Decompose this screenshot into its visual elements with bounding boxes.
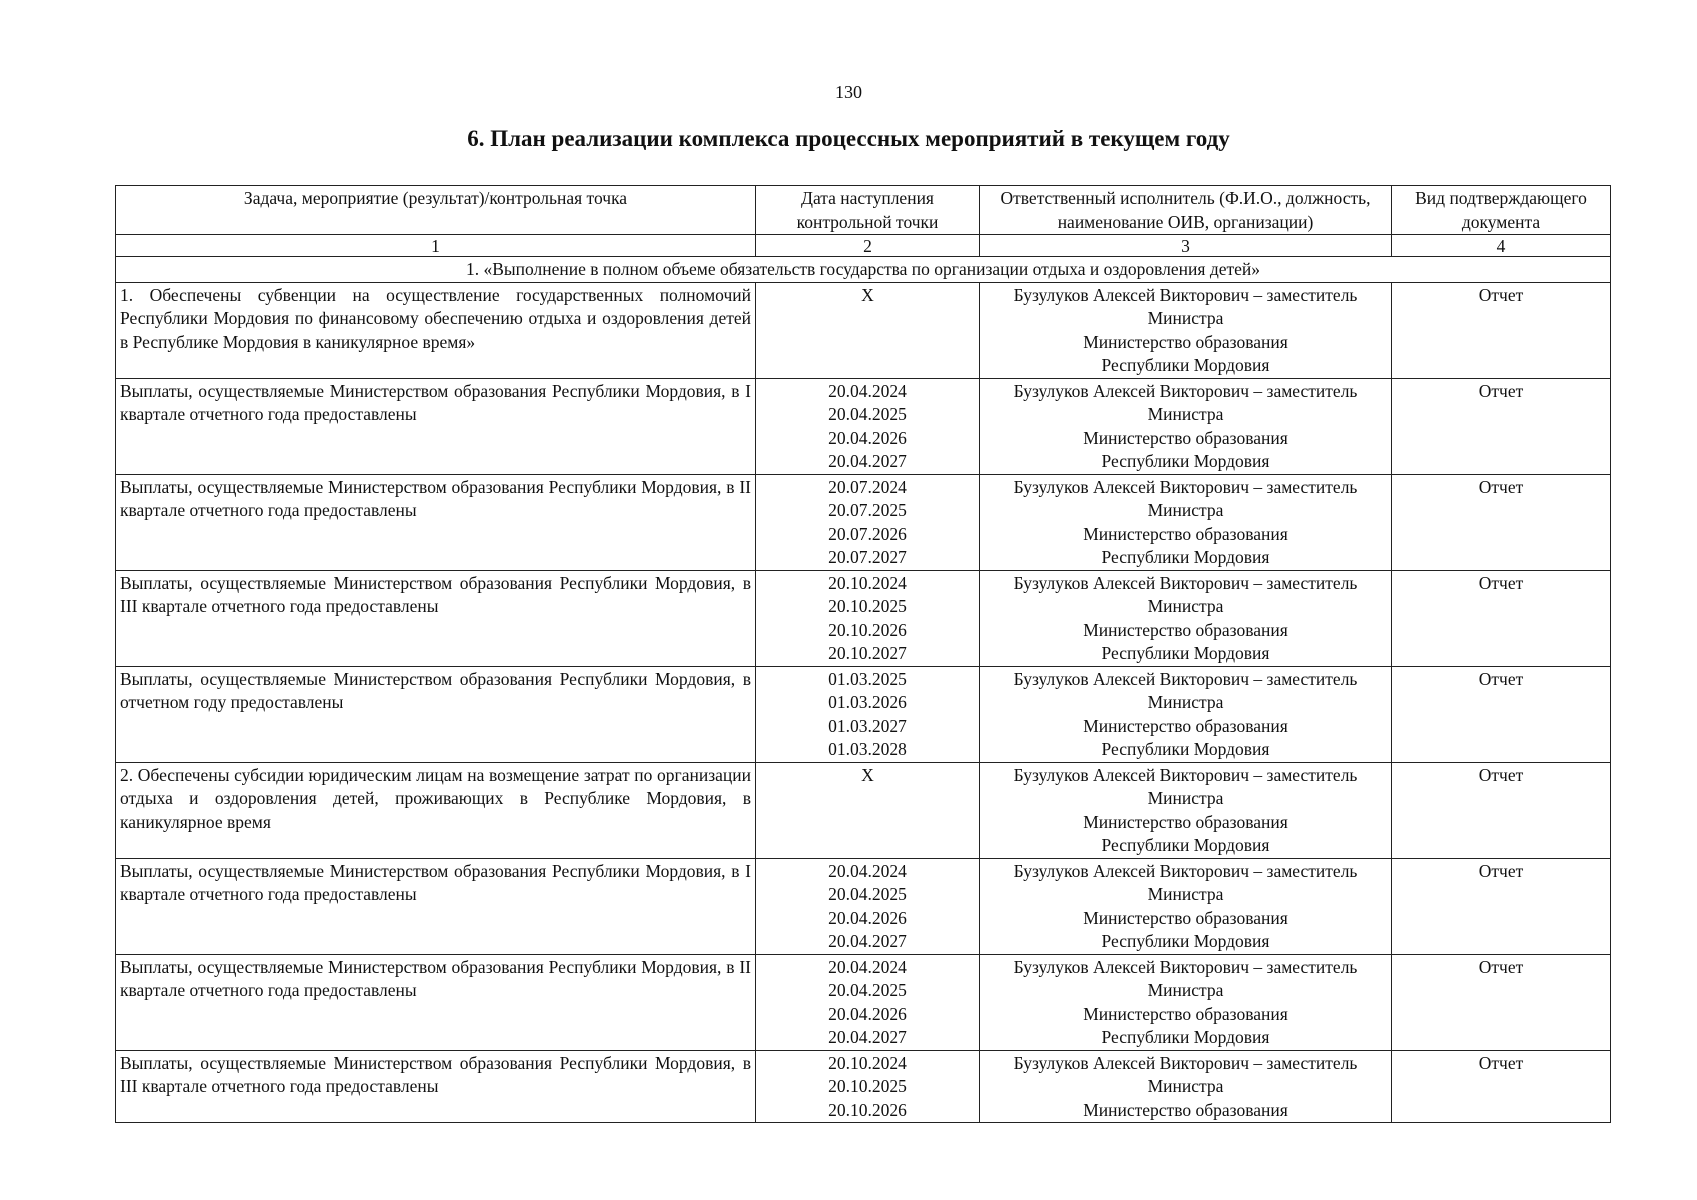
control-date: 20.04.2024 — [828, 380, 907, 401]
executor-cell — [980, 954, 1392, 1050]
column-number: 1 — [116, 235, 756, 257]
executor-line: Бузулуков Алексей Викторович – заместитель — [1013, 476, 1358, 497]
executor-line: Министра — [1147, 308, 1224, 328]
section-title: 1. «Выполнение в полном объеме обязательств государства по организации отдыха и оздоровления детей» — [116, 257, 1611, 283]
table-header-row — [116, 186, 1611, 235]
control-date: 01.03.2027 — [828, 715, 907, 736]
executor-line: Бузулуков Алексей Викторович – заместитель — [1013, 860, 1358, 881]
executor-line: Республики Мордовия — [1101, 931, 1270, 951]
executor-line: Бузулуков Алексей Викторович – заместитель — [1013, 572, 1358, 593]
table-row — [116, 858, 1611, 954]
control-date: 01.03.2026 — [828, 692, 907, 712]
document-cell: Отчет — [1392, 474, 1611, 570]
date-cell — [756, 858, 980, 954]
control-date: 20.07.2026 — [828, 523, 907, 544]
table-row — [116, 666, 1611, 762]
date-cell — [756, 378, 980, 474]
executor-line: Министра — [1147, 692, 1224, 712]
control-date: 20.07.2025 — [828, 500, 907, 520]
task-cell: Выплаты, осуществляемые Министерством образования Республики Мордовия, в I квартале отчетного года предоставлены — [116, 858, 756, 954]
column-number: 2 — [756, 235, 980, 257]
task-cell: Выплаты, осуществляемые Министерством образования Республики Мордовия, в II квартале отчетного года предоставлены — [116, 954, 756, 1050]
control-date: 20.04.2024 — [828, 956, 907, 977]
executor-line: Министерство образования — [1083, 907, 1288, 928]
executor-line: Министерство образования — [1083, 1003, 1288, 1024]
document-cell: Отчет — [1392, 762, 1611, 858]
control-date: 20.10.2025 — [828, 1076, 907, 1096]
control-date: 01.03.2025 — [828, 668, 907, 689]
column-number: 4 — [1392, 235, 1611, 257]
executor-line: Министра — [1147, 500, 1224, 520]
table-row — [116, 1050, 1611, 1123]
header-task: Задача, мероприятие (результат)/контрольная точка — [116, 186, 756, 235]
control-date: 20.04.2026 — [828, 907, 907, 928]
executor-cell — [980, 762, 1392, 858]
document-cell: Отчет — [1392, 378, 1611, 474]
executor-line: Республики Мордовия — [1101, 451, 1270, 471]
control-date: 20.04.2027 — [828, 451, 907, 471]
executor-line: Бузулуков Алексей Викторович – заместитель — [1013, 956, 1358, 977]
executor-line: Бузулуков Алексей Викторович – заместитель — [1013, 1052, 1358, 1073]
date-cell — [756, 666, 980, 762]
table-row — [116, 954, 1611, 1050]
document-cell: Отчет — [1392, 570, 1611, 666]
control-date: 20.04.2027 — [828, 931, 907, 951]
executor-line: Республики Мордовия — [1101, 355, 1270, 375]
header-date: Дата наступления контрольной точки — [756, 186, 980, 235]
executor-line: Бузулуков Алексей Викторович – заместитель — [1013, 284, 1358, 305]
date-cell — [756, 282, 980, 378]
document-cell: Отчет — [1392, 1050, 1611, 1123]
date-cell — [756, 474, 980, 570]
table-row — [116, 282, 1611, 378]
plan-table — [115, 185, 1611, 1123]
executor-line: Республики Мордовия — [1101, 547, 1270, 567]
control-date: 20.04.2025 — [828, 404, 907, 424]
date-cell — [756, 570, 980, 666]
control-date: 20.10.2027 — [828, 643, 907, 663]
control-date: 20.10.2026 — [828, 619, 907, 640]
executor-line: Республики Мордовия — [1101, 643, 1270, 663]
control-date: 20.04.2024 — [828, 860, 907, 881]
control-date: 20.10.2026 — [828, 1099, 907, 1120]
task-cell: Выплаты, осуществляемые Министерством образования Республики Мордовия, в III квартале отчетного года предоставлены — [116, 1050, 756, 1123]
document-cell: Отчет — [1392, 858, 1611, 954]
executor-line: Бузулуков Алексей Викторович – заместитель — [1013, 764, 1358, 785]
control-date: 20.04.2025 — [828, 980, 907, 1000]
table-row — [116, 474, 1611, 570]
executor-line: Республики Мордовия — [1101, 835, 1270, 855]
column-number: 3 — [980, 235, 1392, 257]
task-cell: 1. Обеспечены субвенции на осуществление государственных полномочий Республики Мордовия по финансовому обеспечению отдыха и оздоровления детей в Республике Мордовия в каникулярное время» — [116, 282, 756, 378]
document-cell: Отчет — [1392, 666, 1611, 762]
control-date: 20.04.2026 — [828, 427, 907, 448]
header-document: Вид подтверждающего документа — [1392, 186, 1611, 235]
control-date: 20.07.2027 — [828, 547, 907, 567]
executor-line: Министра — [1147, 884, 1224, 904]
executor-line: Министерство образования — [1083, 523, 1288, 544]
date-cell — [756, 762, 980, 858]
task-cell: Выплаты, осуществляемые Министерством образования Республики Мордовия, в отчетном году предоставлены — [116, 666, 756, 762]
header-executor: Ответственный исполнитель (Ф.И.О., должность, наименование ОИВ, организации) — [980, 186, 1392, 235]
control-date: X — [861, 284, 874, 305]
control-date: 20.07.2024 — [828, 476, 907, 497]
executor-line: Министерство образования — [1083, 715, 1288, 736]
executor-line: Республики Мордовия — [1101, 1027, 1270, 1047]
table-row — [116, 570, 1611, 666]
executor-cell — [980, 282, 1392, 378]
executor-line: Министерство образования — [1083, 331, 1288, 352]
task-cell: Выплаты, осуществляемые Министерством образования Республики Мордовия, в I квартале отчетного года предоставлены — [116, 378, 756, 474]
control-date: 20.10.2025 — [828, 596, 907, 616]
task-cell: Выплаты, осуществляемые Министерством образования Республики Мордовия, в III квартале отчетного года предоставлены — [116, 570, 756, 666]
executor-line: Республики Мордовия — [1101, 739, 1270, 759]
control-date: X — [861, 764, 874, 785]
executor-cell — [980, 474, 1392, 570]
page-number: 130 — [835, 82, 862, 102]
executor-line: Министерство образования — [1083, 1099, 1288, 1120]
executor-line: Бузулуков Алексей Викторович – заместитель — [1013, 668, 1358, 689]
executor-line: Бузулуков Алексей Викторович – заместитель — [1013, 380, 1358, 401]
control-date: 20.10.2024 — [828, 572, 907, 593]
control-date: 20.04.2027 — [828, 1027, 907, 1047]
control-date: 20.10.2024 — [828, 1052, 907, 1073]
executor-line: Министра — [1147, 404, 1224, 424]
executor-cell — [980, 666, 1392, 762]
executor-line: Министра — [1147, 788, 1224, 808]
page-title: 6. План реализации комплекса процессных мероприятий в текущем году — [467, 126, 1230, 151]
executor-cell — [980, 378, 1392, 474]
control-date: 20.04.2026 — [828, 1003, 907, 1024]
date-cell — [756, 1050, 980, 1123]
executor-cell — [980, 1050, 1392, 1123]
table-body — [116, 282, 1611, 1123]
executor-line: Министерство образования — [1083, 427, 1288, 448]
task-cell: Выплаты, осуществляемые Министерством образования Республики Мордовия, в II квартале отчетного года предоставлены — [116, 474, 756, 570]
task-cell: 2. Обеспечены субсидии юридическим лицам на возмещение затрат по организации отдыха и оздоровления детей, проживающих в Республике Мордовия, в каникулярное время — [116, 762, 756, 858]
control-date: 01.03.2028 — [828, 739, 907, 759]
section-row — [116, 257, 1611, 283]
table-row — [116, 378, 1611, 474]
executor-line: Министра — [1147, 980, 1224, 1000]
executor-cell — [980, 570, 1392, 666]
document-cell: Отчет — [1392, 282, 1611, 378]
executor-line: Министра — [1147, 1076, 1224, 1096]
executor-line: Министерство образования — [1083, 619, 1288, 640]
control-date: 20.04.2025 — [828, 884, 907, 904]
date-cell — [756, 954, 980, 1050]
document-cell: Отчет — [1392, 954, 1611, 1050]
executor-line: Министерство образования — [1083, 811, 1288, 832]
executor-cell — [980, 858, 1392, 954]
table-row — [116, 762, 1611, 858]
column-number-row — [116, 235, 1611, 257]
executor-line: Министра — [1147, 596, 1224, 616]
